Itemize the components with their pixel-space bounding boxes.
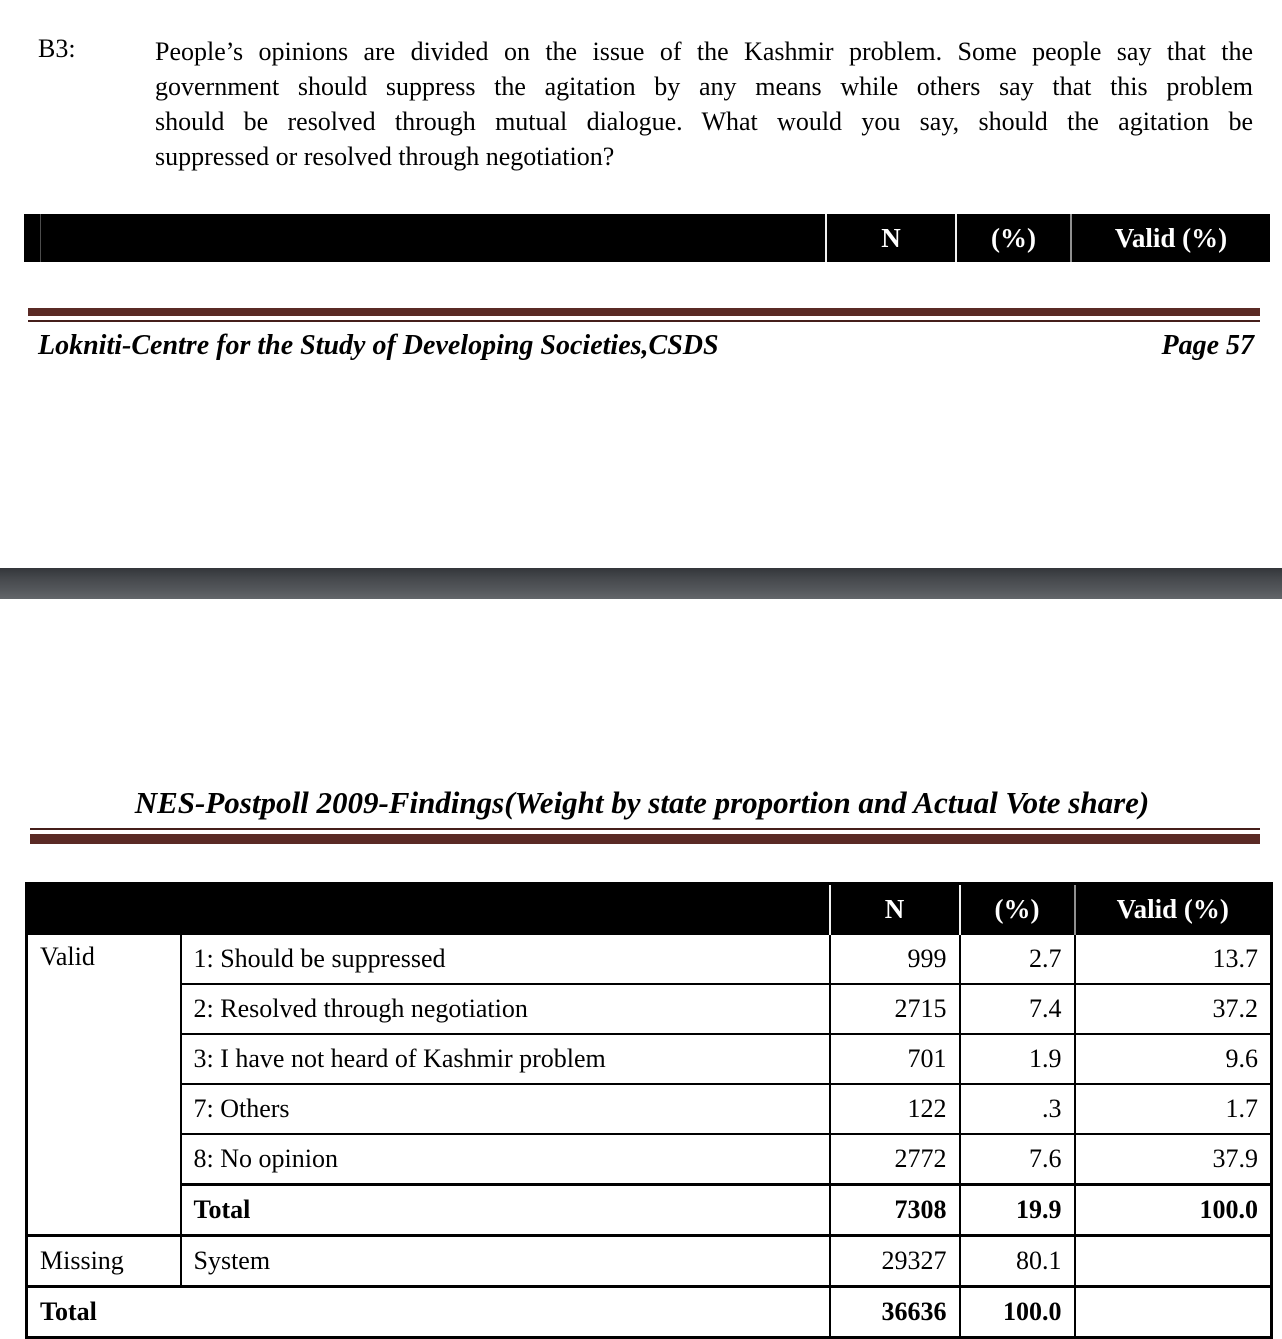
cell-pct: 7.4 bbox=[960, 984, 1075, 1034]
table-row bbox=[27, 984, 1272, 1034]
header-pct: (%) bbox=[960, 884, 1075, 935]
footer-source: Lokniti-Centre for the Study of Developing Societies,CSDS bbox=[38, 330, 719, 361]
cell-group-missing: Missing bbox=[27, 1236, 181, 1287]
table-row-valid-total bbox=[27, 1185, 1272, 1236]
question-line: should be resolved through mutual dialogue. What would you say, should the agitation be bbox=[155, 107, 1253, 136]
question-line: government should suppress the agitation by any means while others say that this problem bbox=[155, 72, 1253, 101]
cell-label: 8: No opinion bbox=[181, 1134, 830, 1185]
cell-label: 7: Others bbox=[181, 1084, 830, 1134]
question-line: People’s opinions are divided on the issue of the Kashmir problem. Some people say that the bbox=[155, 37, 1253, 66]
cell-label: 1: Should be suppressed bbox=[181, 934, 830, 984]
header-valid-pct: Valid (%) bbox=[1071, 214, 1270, 262]
heading-rule bbox=[30, 828, 1260, 844]
cell-valid-pct bbox=[1075, 1236, 1272, 1287]
cell-label: 2: Resolved through negotiation bbox=[181, 984, 830, 1034]
cell-n: 2772 bbox=[830, 1134, 960, 1185]
cell-valid-pct: 13.7 bbox=[1075, 934, 1272, 984]
cell-label: 3: I have not heard of Kashmir problem bbox=[181, 1034, 830, 1084]
cell-n: 36636 bbox=[830, 1287, 960, 1338]
cell-valid-pct bbox=[1075, 1287, 1272, 1338]
table-row bbox=[27, 1034, 1272, 1084]
question-line: suppressed or resolved through negotiation? bbox=[155, 142, 615, 171]
question-text bbox=[155, 34, 1253, 174]
section-heading: NES-Postpoll 2009-Findings(Weight by state proportion and Actual Vote share) bbox=[134, 785, 1150, 820]
cell-valid-pct: 100.0 bbox=[1075, 1185, 1272, 1236]
table-row bbox=[27, 1084, 1272, 1134]
cell-group-total: Total bbox=[27, 1287, 830, 1338]
question-number: B3: bbox=[38, 34, 76, 63]
frequency-table bbox=[25, 882, 1273, 1339]
cell-label: System bbox=[181, 1236, 830, 1287]
header-stub-cell bbox=[24, 214, 40, 262]
table-header-row bbox=[27, 884, 1272, 935]
cell-pct: 7.6 bbox=[960, 1134, 1075, 1185]
cell-n: 701 bbox=[830, 1034, 960, 1084]
cell-n: 122 bbox=[830, 1084, 960, 1134]
footer-page-number: Page 57 bbox=[1161, 330, 1254, 361]
continuation-header-row bbox=[24, 214, 1270, 262]
footer-rule-thick-line bbox=[28, 308, 1260, 316]
footer-rule bbox=[28, 308, 1260, 322]
cell-pct: 100.0 bbox=[960, 1287, 1075, 1338]
page-footer bbox=[38, 330, 1254, 362]
continuation-table-header bbox=[24, 214, 1270, 262]
table-row bbox=[27, 934, 1272, 984]
cell-pct: 80.1 bbox=[960, 1236, 1075, 1287]
cell-group-valid: Valid bbox=[27, 934, 181, 1236]
header-n: N bbox=[826, 214, 956, 262]
cell-valid-pct: 9.6 bbox=[1075, 1034, 1272, 1084]
cell-valid-pct: 37.2 bbox=[1075, 984, 1272, 1034]
cell-n: 2715 bbox=[830, 984, 960, 1034]
table-row-missing bbox=[27, 1236, 1272, 1287]
header-empty-cell bbox=[27, 884, 830, 935]
header-valid-pct: Valid (%) bbox=[1075, 884, 1272, 935]
header-n: N bbox=[830, 884, 960, 935]
table-row bbox=[27, 1134, 1272, 1185]
cell-label: Total bbox=[181, 1185, 830, 1236]
cell-n: 7308 bbox=[830, 1185, 960, 1236]
cell-valid-pct: 37.9 bbox=[1075, 1134, 1272, 1185]
heading-rule-thick-line bbox=[30, 834, 1260, 844]
cell-pct: 19.9 bbox=[960, 1185, 1075, 1236]
cell-pct: 1.9 bbox=[960, 1034, 1075, 1084]
header-pct: (%) bbox=[956, 214, 1071, 262]
page-break-separator bbox=[0, 568, 1282, 599]
cell-pct: 2.7 bbox=[960, 934, 1075, 984]
table-row-grand-total bbox=[27, 1287, 1272, 1338]
cell-n: 999 bbox=[830, 934, 960, 984]
cell-valid-pct: 1.7 bbox=[1075, 1084, 1272, 1134]
header-empty-cell bbox=[40, 214, 826, 262]
cell-n: 29327 bbox=[830, 1236, 960, 1287]
footer-rule-thin-line bbox=[28, 320, 1260, 322]
cell-pct: .3 bbox=[960, 1084, 1075, 1134]
